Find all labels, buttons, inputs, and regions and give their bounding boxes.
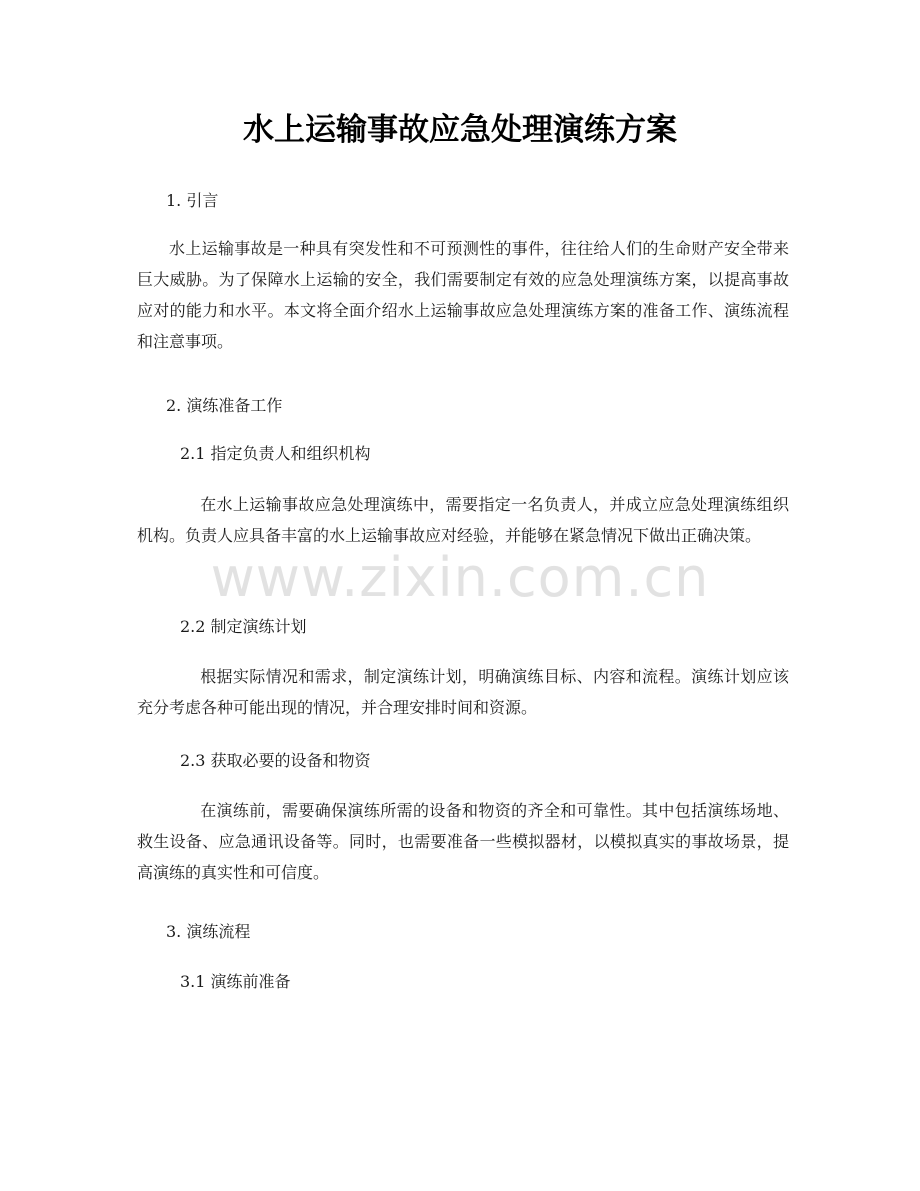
document-title: 水上运输事故应急处理演练方案 <box>243 112 677 148</box>
section-heading-1: 1. 引言 <box>166 191 219 210</box>
section-1-paragraph: 水上运输事故是一种具有突发性和不可预测性的事件，往往给人们的生命财产安全带来巨大威胁。为了保障水上运输的安全，我们需要制定有效的应急处理演练方案，以提高事故应对的能力和水平。本文将全面介绍水上运输事故应急处理演练方案的准备工作、演练流程和注意事项。 <box>137 239 789 351</box>
section-2-3-paragraph: 在演练前，需要确保演练所需的设备和物资的齐全和可靠性。其中包括演练场地、救生设备、应急通讯设备等。同时，也需要准备一些模拟器材，以模拟真实的事故场景，提高演练的真实性和可信度。 <box>137 801 789 882</box>
watermark-text: www.zixin.com.cn <box>210 546 710 609</box>
section-2-2-paragraph: 根据实际情况和需求，制定演练计划，明确演练目标、内容和流程。演练计划应该充分考虑各种可能出现的情况，并合理安排时间和资源。 <box>137 667 789 717</box>
section-heading-2-3: 2.3 获取必要的设备和物资 <box>180 751 371 770</box>
section-2-1-paragraph: 在水上运输事故应急处理演练中，需要指定一名负责人，并成立应急处理演练组织机构。负责人应具备丰富的水上运输事故应对经验，并能够在紧急情况下做出正确决策。 <box>137 495 789 545</box>
section-heading-2-1: 2.1 指定负责人和组织机构 <box>180 444 371 463</box>
section-heading-2: 2. 演练准备工作 <box>166 396 283 415</box>
section-heading-3: 3. 演练流程 <box>166 922 251 941</box>
section-heading-3-1: 3.1 演练前准备 <box>180 972 291 991</box>
section-heading-2-2: 2.2 制定演练计划 <box>180 617 307 636</box>
